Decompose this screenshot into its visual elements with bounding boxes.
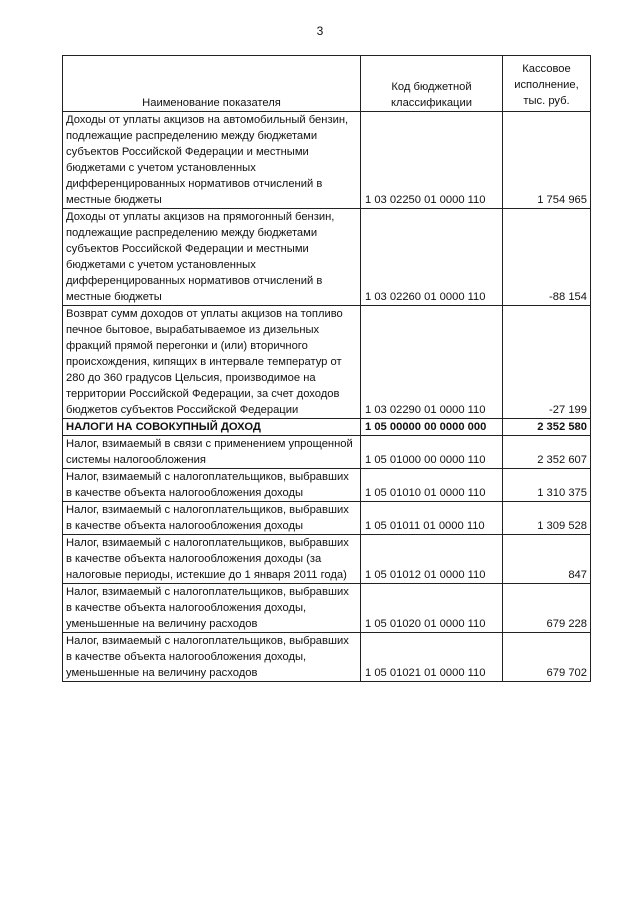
- row-cash-execution: 1 309 528: [503, 502, 591, 535]
- row-cash-execution: 1 754 965: [503, 112, 591, 209]
- table-row: [63, 535, 591, 584]
- table-row: [63, 633, 591, 682]
- row-cash-execution: 2 352 580: [503, 419, 591, 436]
- row-cash-execution: 679 702: [503, 633, 591, 682]
- table-row: [63, 209, 591, 306]
- row-cash-execution: 1 310 375: [503, 469, 591, 502]
- row-budget-code: 1 05 01000 00 0000 110: [361, 436, 503, 469]
- header-indicator-name: Наименование показателя: [63, 56, 361, 112]
- table-row: [63, 436, 591, 469]
- row-budget-code: 1 05 01020 01 0000 110: [361, 584, 503, 633]
- row-budget-code: 1 05 01021 01 0000 110: [361, 633, 503, 682]
- row-budget-code: 1 05 00000 00 0000 000: [361, 419, 503, 436]
- row-cash-execution: -88 154: [503, 209, 591, 306]
- row-cash-execution: 679 228: [503, 584, 591, 633]
- budget-execution-table: [62, 55, 591, 682]
- table-row: [63, 112, 591, 209]
- table-row: [63, 469, 591, 502]
- row-cash-execution: -27 199: [503, 306, 591, 419]
- row-indicator-name: Налог, взимаемый с налогоплательщиков, выбравших в качестве объекта налогообложения доходы: [63, 502, 361, 535]
- row-indicator-name: Налог, взимаемый с налогоплательщиков, выбравших в качестве объекта налогообложения доходы, уменьшенные на величину расходов: [63, 584, 361, 633]
- row-indicator-name: Доходы от уплаты акцизов на автомобильный бензин, подлежащие распределению между бюджетами субъектов Российской Федерации и местными бюджетами с учетом установленных дифференцированных нормативов отчислений в местные бюджеты: [63, 112, 361, 209]
- table-row: [63, 584, 591, 633]
- row-indicator-name: Налог, взимаемый с налогоплательщиков, выбравших в качестве объекта налогообложения доходы: [63, 469, 361, 502]
- table-row: [63, 306, 591, 419]
- table-row: [63, 419, 591, 436]
- row-indicator-name: Налог, взимаемый с налогоплательщиков, выбравших в качестве объекта налогообложения доходы, уменьшенные на величину расходов: [63, 633, 361, 682]
- page-number: 3: [316, 24, 324, 38]
- row-indicator-name: Налог, взимаемый в связи с применением упрощенной системы налогообложения: [63, 436, 361, 469]
- row-indicator-name: Налог, взимаемый с налогоплательщиков, выбравших в качестве объекта налогообложения доходы (за налоговые периоды, истекшие до 1 января 2011 года): [63, 535, 361, 584]
- row-indicator-name: Доходы от уплаты акцизов на прямогонный бензин, подлежащие распределению между бюджетами субъектов Российской Федерации и местными бюджетами с учетом установленных дифференцированных нормативов отчислений в местные бюджеты: [63, 209, 361, 306]
- row-budget-code: 1 03 02250 01 0000 110: [361, 112, 503, 209]
- row-budget-code: 1 05 01012 01 0000 110: [361, 535, 503, 584]
- header-cash-execution: Кассовое исполнение, тыс. руб.: [503, 56, 591, 112]
- header-budget-code: Код бюджетной классификации: [361, 56, 503, 112]
- table-body: [63, 112, 591, 682]
- row-budget-code: 1 05 01011 01 0000 110: [361, 502, 503, 535]
- row-budget-code: 1 03 02260 01 0000 110: [361, 209, 503, 306]
- row-indicator-name: Возврат сумм доходов от уплаты акцизов на топливо печное бытовое, вырабатываемое из дизельных фракций прямой перегонки и (или) вторичного происхождения, кипящих в интервале температур от 280 до 360 градусов Цельсия, производимое на территории Российской Федерации, за счет доходов бюджетов субъектов Российской Федерации: [63, 306, 361, 419]
- row-budget-code: 1 05 01010 01 0000 110: [361, 469, 503, 502]
- table-row: [63, 502, 591, 535]
- row-indicator-name: НАЛОГИ НА СОВОКУПНЫЙ ДОХОД: [63, 419, 361, 436]
- row-cash-execution: 2 352 607: [503, 436, 591, 469]
- row-budget-code: 1 03 02290 01 0000 110: [361, 306, 503, 419]
- table-header-row: [63, 56, 591, 112]
- row-cash-execution: 847: [503, 535, 591, 584]
